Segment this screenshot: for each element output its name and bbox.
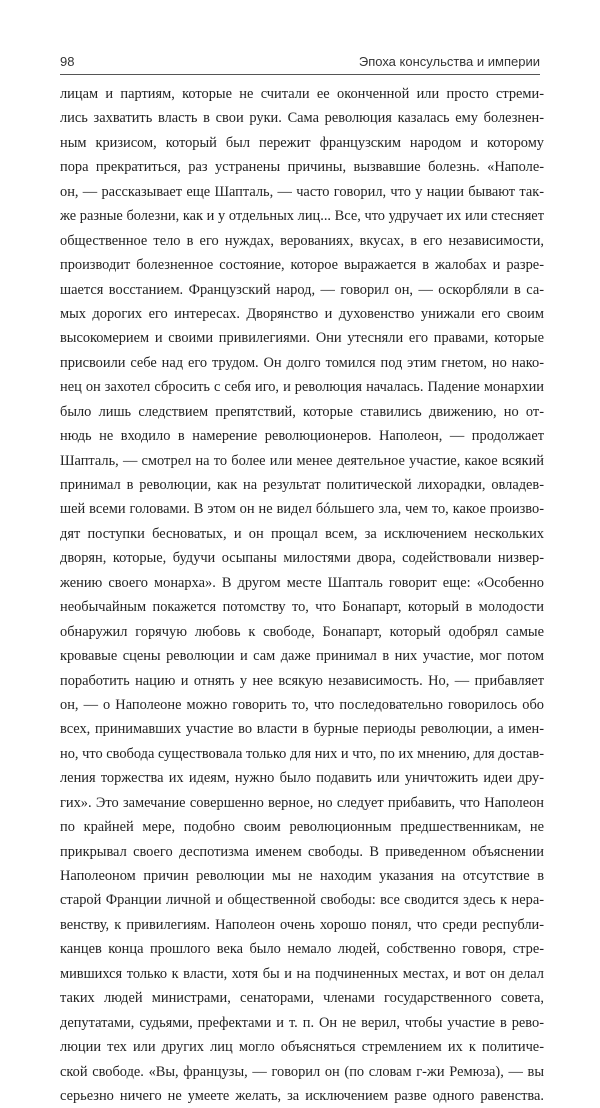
text-line: серьезно ничего не умеете желать, за исключением разве одного равенства.	[60, 1087, 544, 1104]
text-line: старой Франции личной и общественной свободы: все сводится здесь к нера-	[60, 892, 544, 909]
text-line: кровавые сцены революции и сам даже принимал в них участие, мог потом	[60, 648, 544, 665]
text-line: гих». Это замечание совершенно верное, но следует прибавить, что Наполеон	[60, 794, 544, 811]
text-line: принимал в революции, как на результат политической лихорадки, овладев-	[60, 477, 544, 493]
text-line: общественное тело в его нуждах, верованиях, вкусах, в его независимости,	[60, 232, 544, 249]
text-line: же разные болезни, как и у отдельных лиц... Все, что удручает их или стесняет	[60, 208, 544, 225]
text-line: мых дорогих его интересах. Дворянство и духовенство унижали его своим	[60, 305, 544, 322]
text-line: всех, принимавших участие во власти в бурные периоды революции, а имен-	[60, 721, 544, 738]
text-line: но, что свобода существовала только для них и что, по их мнению, для достав-	[60, 745, 544, 762]
text-line: нюдь не входило в намерение революционеров. Наполеон, — продолжает	[60, 428, 544, 445]
text-line: лись захватить власть в свои руки. Сама революция казалась ему болезнен-	[60, 110, 544, 127]
running-title: Эпоха консульства и империи	[358, 54, 540, 69]
text-line: венству, к привилегиям. Наполеон очень хорошо понял, что среди республи-	[60, 916, 544, 933]
text-line: высокомерием и своими привилегиями. Они утесняли его правами, которые	[60, 330, 544, 347]
text-line: необычайным покажется потомству то, что Бонапарт, который в молодости	[60, 599, 544, 616]
text-line: люции тех или других лиц могло объясняться стремлением их к политиче-	[60, 1039, 544, 1056]
text-line: он, — о Наполеоне можно говорить то, что последовательно говорилось обо	[60, 696, 544, 713]
text-line: обнаружил горячую любовь к свободе, Бонапарт, который одобрял самые	[60, 623, 544, 640]
text-line: дворян, которые, будучи осыпаны милостями двора, содействовали низвер-	[60, 550, 544, 567]
text-line: ным кризисом, который был пережит французским народом и которому	[60, 134, 544, 151]
text-line: Наполеоном причин революции мы не находим указания на отсутствие в	[60, 868, 544, 884]
text-line: нец он захотел сбросить с себя иго, и революция началась. Падение монархии	[60, 379, 544, 396]
text-line: присвоили себе над его трудом. Он долго томился под этим гнетом, но нако-	[60, 354, 544, 371]
body-text	[60, 82, 544, 1108]
text-line: было лишь следствием препятствий, которые ставились движению, но от-	[60, 403, 544, 420]
text-line: канцев конца прошлого века было немало людей, собственно говоря, стре-	[60, 941, 544, 958]
text-line: шей всеми головами. В этом он не видел бóльшего зла, чем то, какое произво-	[60, 501, 544, 518]
text-line: производит болезненное состояние, которое выражается в жалобах и разре-	[60, 257, 544, 274]
text-line: ления торжества их идеям, нужно было подавить или уничтожить идеи дру-	[60, 770, 544, 787]
text-line: дят поступки бесноватых, и он прощал всем, за исключением нескольких	[60, 525, 544, 542]
text-line: прикрывал своего деспотизма именем свободы. В приведенном объяснении	[60, 843, 544, 860]
text-line: он, — рассказывает еще Шапталь, — часто говорил, что у нации бывают так-	[60, 183, 544, 200]
text-line: жению своего монарха». В другом месте Шапталь говорит еще: «Особенно	[60, 574, 544, 591]
text-line: таких людей министрами, сенаторами, членами государственного совета,	[60, 990, 544, 1007]
text-line: по крайней мере, подобно своим революционным предшественникам, не	[60, 819, 544, 836]
text-line: шается восстанием. Французский народ, — говорил он, — оскорбляли в са-	[60, 281, 544, 298]
page-number: 98	[60, 54, 75, 69]
text-line: Шапталь, — смотрел на то более или менее деятельное участие, какое всякий	[60, 452, 544, 469]
text-line: пора прекратиться, раз устранены причины, вызвавшие болезнь. «Наполе-	[60, 159, 544, 176]
text-line: лицам и партиям, которые не считали ее оконченной или просто стреми-	[60, 86, 544, 102]
text-line: мившихся только к власти, хотя бы и на подчиненных местах, и вот он делал	[60, 965, 544, 982]
text-line: депутатами, судьями, префектами и т. п. Он не верил, чтобы участие в рево-	[60, 1014, 544, 1031]
header-rule	[60, 74, 540, 75]
text-line: поработить нацию и отнять у нее всякую независимость. Но, — прибавляет	[60, 672, 544, 689]
text-line: ской свободе. «Вы, французы, — говорил он (по словам г-жи Ремюза), — вы	[60, 1063, 544, 1080]
